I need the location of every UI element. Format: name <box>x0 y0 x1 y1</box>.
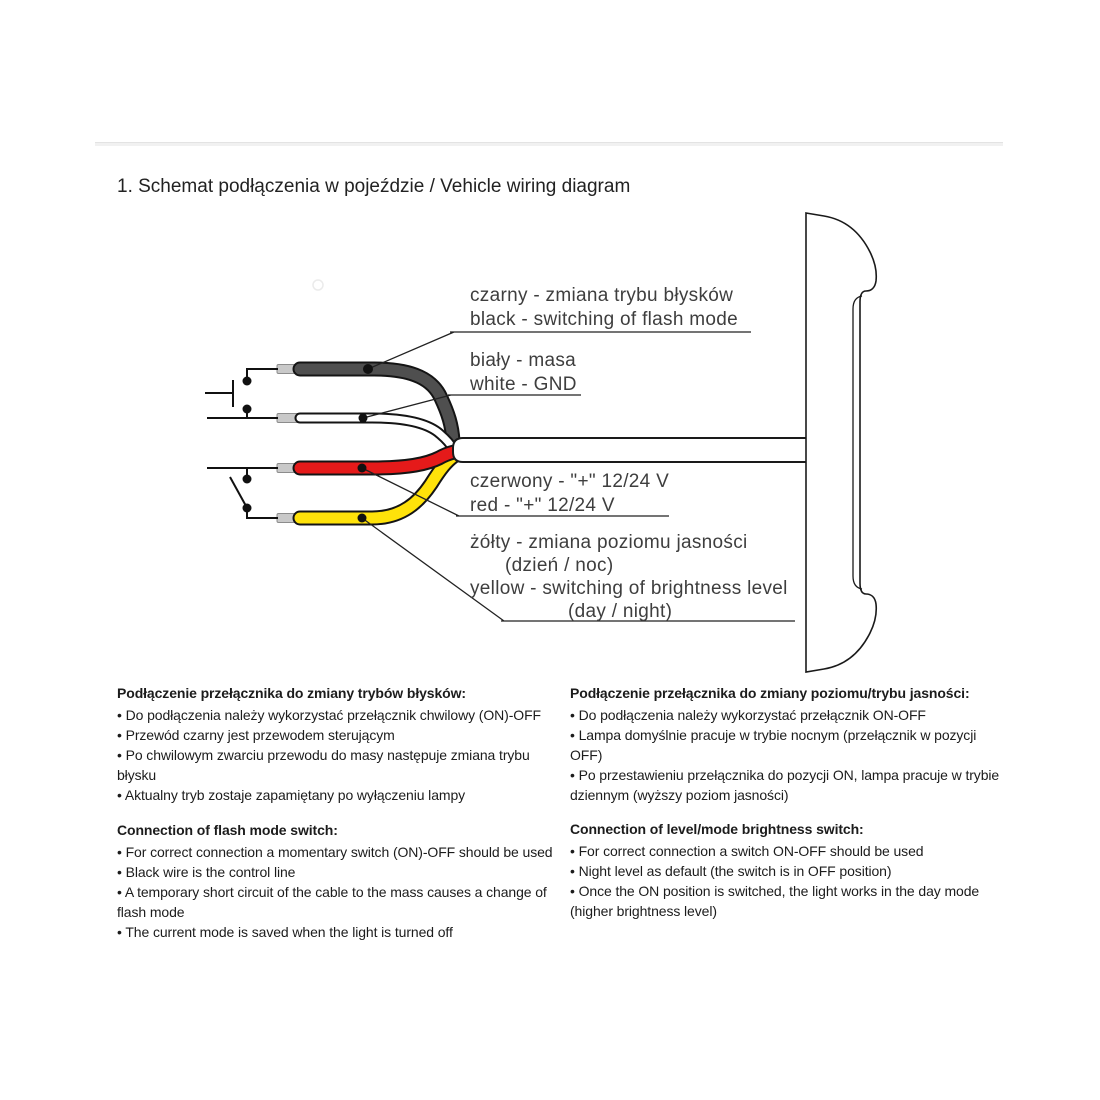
white-wire-label-en: white - GND <box>470 374 577 395</box>
bullet-item: • Lampa domyślnie pracuje w trybie nocnym (przełącznik w pozycji OFF) <box>570 725 1012 765</box>
bullet-item: • Po chwilowym zwarciu przewodu do masy następuje zmiana trybu błysku <box>117 745 567 785</box>
red-wire-label-pl: czerwony - "+" 12/24 V <box>470 471 670 492</box>
black-wire-label-en: black - switching of flash mode <box>470 309 739 330</box>
momentary-switch <box>205 369 278 418</box>
yellow-wire-label-pl: żółty - zmiana poziomu jasności <box>470 532 748 553</box>
wires <box>300 369 454 518</box>
bullet-item: • For correct connection a momentary switch (ON)-OFF should be used <box>117 842 567 862</box>
bullet-item: • Black wire is the control line <box>117 862 567 882</box>
section-pl-brightness-heading: Podłączenie przełącznika do zmiany poziomu/trybu jasności: <box>570 685 970 701</box>
section-pl-flash-heading: Podłączenie przełącznika do zmiany trybów błysków: <box>117 685 466 701</box>
yellow-wire-label-pl-note: (dzień / noc) <box>505 555 614 576</box>
yellow-wire-marker-dot <box>358 514 367 523</box>
bullet-item: • The current mode is saved when the light is turned off <box>117 922 567 942</box>
bullet-item: • Do podłączenia należy wykorzystać przełącznik chwilowy (ON)-OFF <box>117 705 567 725</box>
bullet-item: • Przewód czarny jest przewodem sterującym <box>117 725 567 745</box>
section-en-flash-heading: Connection of flash mode switch: <box>117 822 338 838</box>
toggle-switch-contact-dot-top <box>243 475 252 484</box>
bullet-item: • Night level as default (the switch is in OFF position) <box>570 861 1012 881</box>
toggle-switch <box>207 468 278 518</box>
section-en-flash <box>117 820 567 942</box>
momentary-switch-contact-dot-top <box>243 377 252 386</box>
yellow-wire-label-en: yellow - switching of brightness level <box>470 578 788 599</box>
faint-circle-mark <box>313 280 323 290</box>
black-wire-label-pl: czarny - zmiana trybu błysków <box>470 285 734 306</box>
red-wire-marker-dot <box>358 464 367 473</box>
toggle-switch-bottom-lead <box>247 511 278 518</box>
white-wire-label-pl: biały - masa <box>470 350 577 371</box>
bullet-item: • Once the ON position is switched, the light works in the day mode (higher brightness level) <box>570 881 1012 921</box>
section-pl-flash <box>117 683 567 805</box>
bullet-item: • Po przestawieniu przełącznika do pozycji ON, lampa pracuje w trybie dziennym (wyższy poziom jasności) <box>570 765 1012 805</box>
section-en-brightness-heading: Connection of level/mode brightness switch: <box>570 821 864 837</box>
bullet-item: • For correct connection a switch ON-OFF should be used <box>570 841 1012 861</box>
white-wire-marker-dot <box>359 414 368 423</box>
lamp-housing-profile <box>806 213 876 672</box>
momentary-switch-contact-dot-bottom <box>243 405 252 414</box>
toggle-switch-contact-dot-bottom <box>243 504 252 513</box>
bullet-item: • Do podłączenia należy wykorzystać przełącznik ON-OFF <box>570 705 1012 725</box>
black-wire-marker-dot <box>363 364 373 374</box>
section-pl-brightness <box>570 683 1012 805</box>
section-en-brightness <box>570 819 1012 921</box>
bullet-item: • A temporary short circuit of the cable to the mass causes a change of flash mode <box>117 882 567 922</box>
momentary-switch-top-lead <box>247 369 278 377</box>
yellow-wire-label-en-note: (day / night) <box>568 601 673 622</box>
bullet-item: • Aktualny tryb zostaje zapamiętany po wyłączeniu lampy <box>117 785 567 805</box>
page-title: 1. Schemat podłączenia w pojeździe / Vehicle wiring diagram <box>117 176 631 197</box>
red-wire-label-en: red - "+" 12/24 V <box>470 495 615 516</box>
wire-ferrules <box>277 365 302 523</box>
white-wire-outline <box>300 418 453 449</box>
cable-sleeve <box>453 438 807 462</box>
